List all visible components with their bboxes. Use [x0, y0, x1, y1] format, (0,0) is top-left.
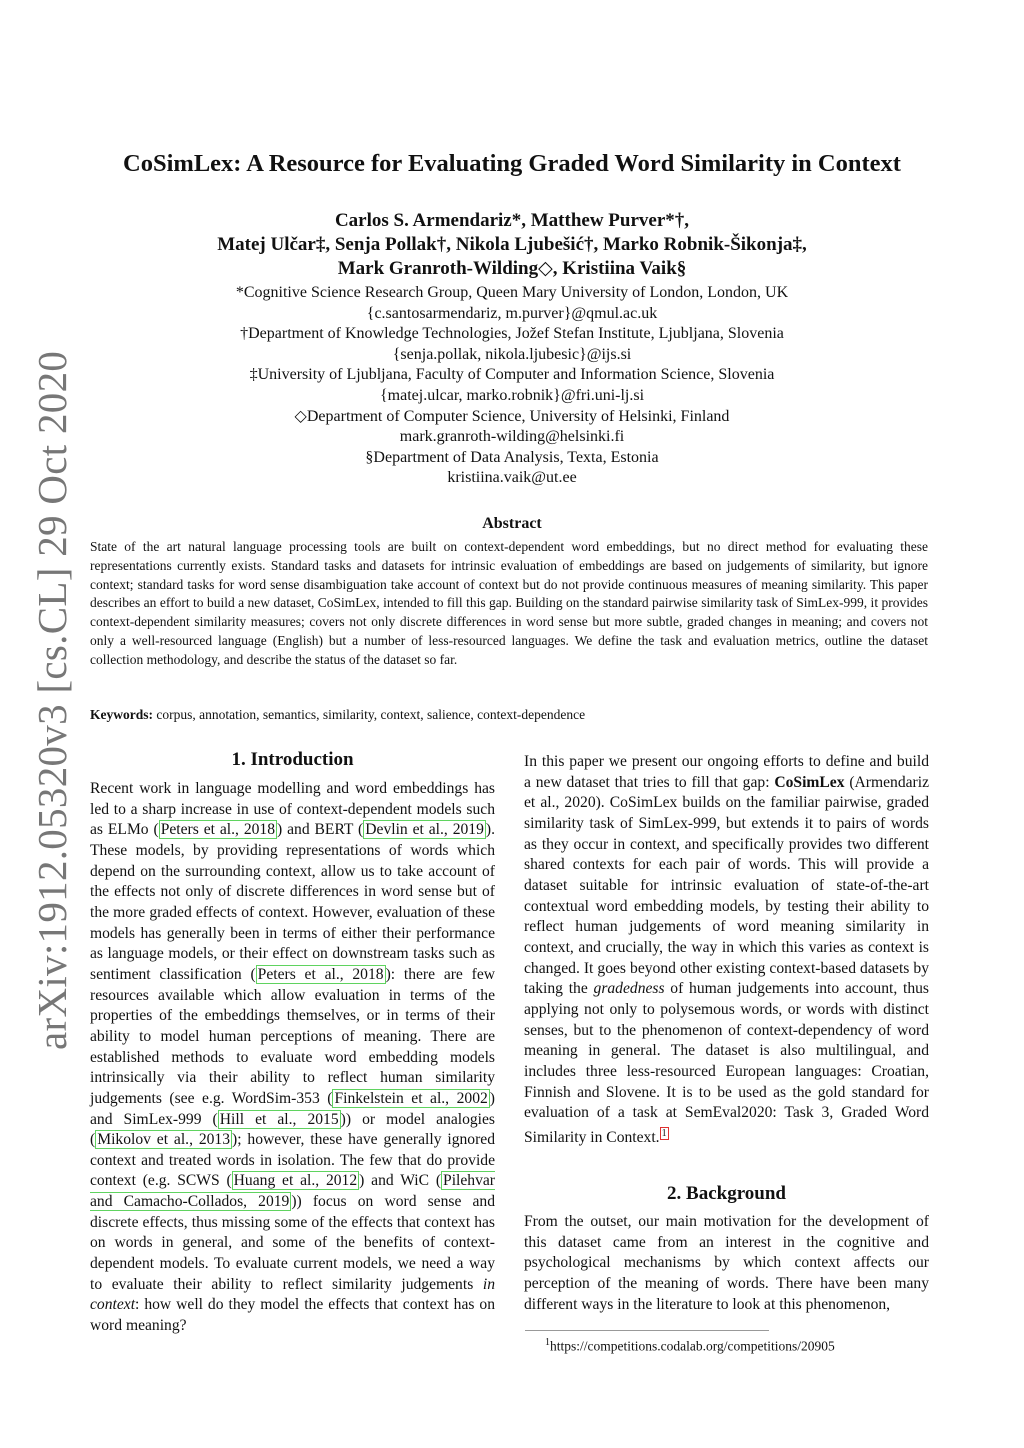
email-line: mark.granroth-wilding@helsinki.fi [399, 428, 625, 446]
background-heading: 2. Background [667, 1183, 786, 1204]
affiliations [0, 283, 1024, 489]
citation-link[interactable]: Finkelstein et al., 2002 [334, 1089, 488, 1107]
intro-continuation: In this paper we present our ongoing efforts to define and build a new dataset that tries to fill that gap: CoSimLex (Armendariz et al., 2020). CoSimLex builds on the familiar pairwise, graded similarity task of SimLex-999, but extends it to pairs of words as they occur in context, and specifically provides two different shared contexts for each pair of words. This will provide a dataset suitable for intrinsic evaluation of state-of-the-art contextual word embedding models, by testing their ability to reflect human judgements of word meaning similarity in context, and crucially, the way in which this varies as context is changed. It goes beyond other existing context-based datasets by taking the gradedness of human judgements into account, thus applying not only to polysemous words, or words with distinct senses, but to the phenomenon of context-dependency of word meaning in general. The dataset is also multilingual, and includes three less-resourced European languages: Croatian, Finnish and Slovene. It is to be used as the gold standard for evaluation of a task at SemEval2020: Task 3, Graded Word Similarity in Context. $^1$ [524, 753, 929, 1146]
arxiv-identifier: arXiv:1912.05320v3 [cs.CL] 29 Oct 2020 [29, 350, 75, 1050]
citation-link[interactable]: Pilehvar and Camacho-Collados, 2019 [90, 1172, 495, 1211]
email-line: kristiina.vaik@ut.ee [447, 469, 577, 487]
affiliation-line: ‡University of Ljubljana, Faculty of Computer and Information Science, Slovenia [249, 366, 775, 384]
citation-link[interactable]: Mikolov et al., 2013 [97, 1131, 231, 1149]
email-line: {c.santosarmendariz, m.purver}@qmul.ac.uk [366, 304, 658, 322]
citation-link[interactable]: Hill et al., 2015 [219, 1110, 339, 1128]
author-line-1: Carlos S. Armendariz*, Matthew Purver*†, [334, 210, 690, 231]
paper-title: CoSimLex: A Resource for Evaluating Graded Word Similarity in Context [123, 150, 901, 177]
footnote-url[interactable]: https://competitions.codalab.org/competitions/20905 [550, 1338, 835, 1354]
citation-link[interactable]: Devlin et al., 2019 [365, 821, 484, 839]
abstract-heading: Abstract [482, 515, 542, 532]
author-line-2: Matej Ulčar‡, Senja Pollak†, Nikola Ljubešić†, Marko Robnik-Šikonja‡, [217, 234, 807, 255]
keywords-text: corpus, annotation, semantics, similarity, context, salience, context-dependence [153, 707, 586, 722]
footnote-link[interactable]: 1 [661, 1127, 667, 1139]
citation-link[interactable]: Peters et al., 2018 [160, 821, 276, 839]
affiliation-line: *Cognitive Science Research Group, Queen Mary University of London, London, UK [235, 284, 789, 301]
footnote-divider [525, 1330, 769, 1331]
footnote: $^1$https://competitions.codalab.org/competitions/20905 [545, 1337, 835, 1354]
background-paragraph: From the outset, our main motivation for the development of this dataset came from an interest in the cognitive and psychological mechanisms by which context affects our perception of the meaning of words. There have been many different ways in the literature to look at this phenomenon, [524, 1213, 929, 1313]
citation-link[interactable]: Huang et al., 2012 [233, 1172, 358, 1190]
intro-heading: 1. Introduction [231, 749, 354, 770]
keywords-label: Keywords: [90, 707, 153, 722]
email-line: {senja.pollak, nikola.ljubesic}@ijs.si [392, 345, 632, 363]
affiliation-line: ◇Department of Computer Science, University of Helsinki, Finland [294, 407, 730, 425]
abstract-text: State of the art natural language processing tools are built on context-dependent word embeddings, but no direct method for evaluating these representations currently exists. Standard tasks and datasets for intrinsic evaluation of embeddings are based on judgements of similarity, but ignore context; standard tasks for word sense disambiguation take account of context but do not provide continuous measures of meaning similarity. This paper describes an effort to build a new dataset, CoSimLex, intended to fill this gap. Building on the standard pairwise similarity task of SimLex-999, it provides context-dependent similarity measures; covers not only discrete differences in word sense but more subtle, graded changes in meaning; and covers not only a well-resourced language (English) but a number of less-resourced languages. We define the task and evaluation metrics, outline the dataset collection methodology, and describe the status of the dataset so far. [90, 539, 928, 667]
affiliation-line: †Department of Knowledge Technologies, Jožef Stefan Institute, Ljubljana, Slovenia [240, 325, 784, 343]
author-list [0, 209, 1024, 281]
affiliation-line: §Department of Data Analysis, Texta, Estonia [365, 448, 659, 466]
email-line: {matej.ulcar, marko.robnik}@fri.uni-lj.si [379, 386, 645, 404]
keywords [90, 707, 928, 723]
intro-paragraph: Recent work in language modelling and word embeddings has led to a sharp increase in use of context-dependent models such as ELMo ( Peters et al., 2018 ) and BERT ( Devlin et al., 2019 ). These models, by providing representations of words which depend on the surrounding context, allow us to take account of the effects not only of discrete differences in word sense but of the more graded effects of context. However, evaluation of these models has generally been in terms of either their performance as language models, or their effect on downstream tasks such as sentiment classification ( Peters et al., 2018 ): there are few resources available which allow evaluation in terms of the properties of the embeddings themselves, or in terms of their ability to model human perceptions of meaning. There are established methods to evaluate word embedding models intrinsically via their ability to reflect human similarity judgements (see e.g. WordSim-353 ( Finkelstein et al., 2002 ) and SimLex-999 ( Hill et al., 2015 )) or model analogies ( Mikolov et al., 2013 ); however, these have generally ignored context and treated words in isolation. The few that do provide context (e.g. SCWS ( Huang et al., 2012 ) and WiC ( Pilehvar and Camacho-Collados, 2019 )) focus on word sense and discrete effects, thus missing some of the effects that context has on words in general, and some of the benefits of context-dependent models. To evaluate current models, we need a way to evaluate their ability to reflect similarity judgements in context: how well do they model the effects that context has on word meaning? [90, 780, 496, 1335]
author-line-3: Mark Granroth-Wilding◇, Kristiina Vaik§ [337, 258, 687, 279]
citation-link[interactable]: Peters et al., 2018 [257, 965, 384, 983]
